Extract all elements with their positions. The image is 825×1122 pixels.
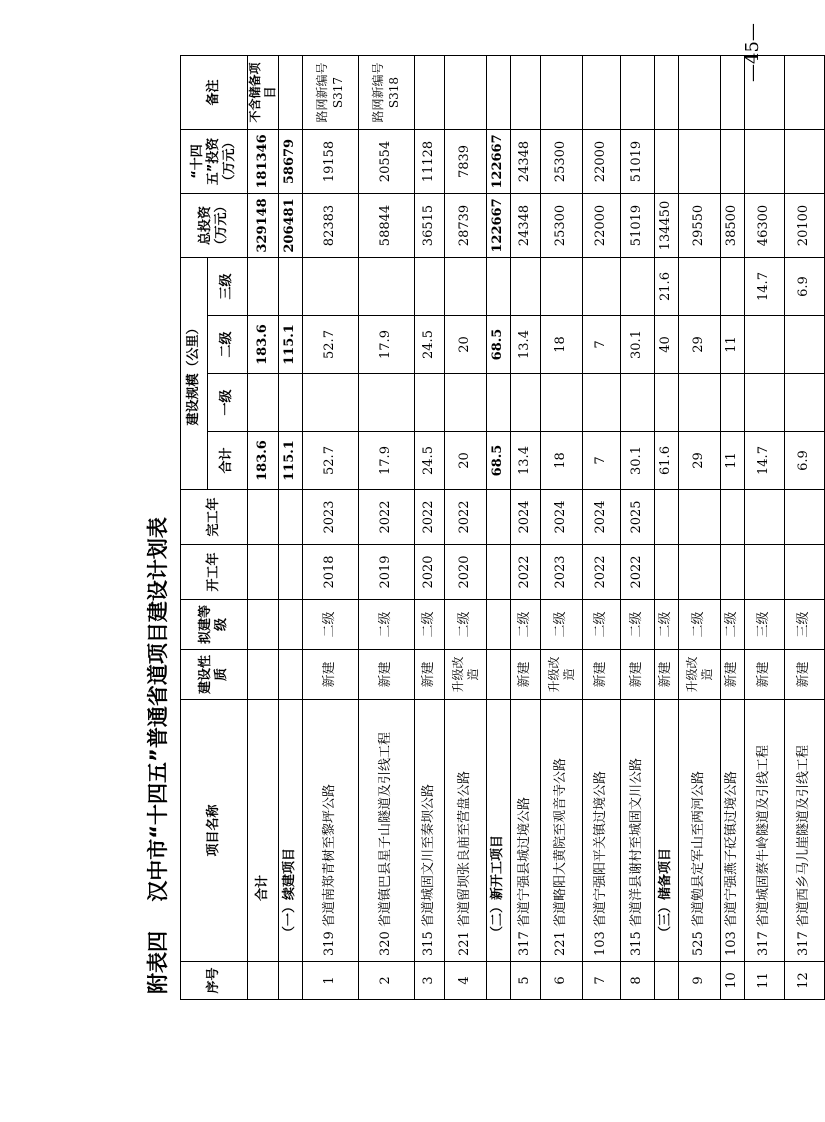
row-start: 2022 [511,545,541,600]
header-scale-g1: 一级 [208,374,248,432]
row-start: 2019 [359,545,415,600]
row-finish: 2024 [583,490,621,545]
row-seq: 8 [621,962,655,1000]
row-start [679,545,721,600]
row-start: 2020 [445,545,487,600]
row-total-km: 14.7 [745,432,785,490]
row-nature: 升级改造 [445,650,487,700]
row-invest-145 [721,130,745,194]
table-row [621,56,655,1000]
row-nature: 新建 [621,650,655,700]
row-grade: 二级 [721,600,745,650]
row-name: 103 省道宁强阳平关镇过境公路 [583,700,621,962]
summary-row [248,56,279,1000]
row-invest-total: 22000 [583,194,621,258]
row-grade: 三级 [745,600,785,650]
row-finish: 2022 [359,490,415,545]
row-total-km: 30.1 [621,432,655,490]
row-invest-145 [679,130,721,194]
summary-invest-total: 329148 [248,194,279,258]
row-invest-145: 25300 [541,130,583,194]
row-invest-145: 7839 [445,130,487,194]
row-total-km: 29 [679,432,721,490]
row-grade: 二级 [679,600,721,650]
row-seq: 6 [541,962,583,1000]
row-remark [415,56,445,130]
row-seq: 5 [511,962,541,1000]
row-nature: 升级改造 [541,650,583,700]
row-total-km: 6.9 [785,432,825,490]
table-row [415,56,445,1000]
row-total-km: 13.4 [511,432,541,490]
row-finish [785,490,825,545]
row-g1 [445,374,487,432]
row-remark: 路网新编号S317 [303,56,359,130]
table-row [511,56,541,1000]
page-title [142,64,172,994]
row-seq: 1 [303,962,359,1000]
header-invest-145: “十四五”投资（万元） [181,130,248,194]
row-invest-total: 36515 [415,194,445,258]
group-row [655,56,679,1000]
row-g3 [679,258,721,316]
group-row [487,56,511,1000]
row-invest-total: 20100 [785,194,825,258]
table-row [785,56,825,1000]
row-seq: 4 [445,962,487,1000]
row-start [721,545,745,600]
row-invest-total: 51019 [621,194,655,258]
row-total-km: 17.9 [359,432,415,490]
row-invest-145 [745,130,785,194]
row-remark [621,56,655,130]
row-finish: 2022 [415,490,445,545]
group-invest-145: 122667 [487,130,511,194]
row-g2: 18 [541,316,583,374]
row-g3 [621,258,655,316]
group-g2: 68.5 [487,316,511,374]
row-g3 [303,258,359,316]
row-invest-total: 25300 [541,194,583,258]
row-g3: 14.7 [745,258,785,316]
header-invest-total: 总投资（万元） [181,194,248,258]
row-finish: 2024 [541,490,583,545]
row-invest-145: 24348 [511,130,541,194]
group-total-km: 115.1 [279,432,303,490]
row-g2: 13.4 [511,316,541,374]
row-remark [511,56,541,130]
group-label: （二）新开工项目 [487,700,511,962]
row-g1 [745,374,785,432]
group-nature: 新建 [655,650,679,700]
row-start: 2023 [541,545,583,600]
page-number: —45— [742,23,763,82]
row-g3 [721,258,745,316]
row-remark [721,56,745,130]
row-grade: 二级 [621,600,655,650]
row-name: 319 省道南郑青树至黎坪公路 [303,700,359,962]
row-grade: 二级 [303,600,359,650]
header-start: 开工年 [181,545,248,600]
row-g2: 52.7 [303,316,359,374]
row-nature: 新建 [583,650,621,700]
row-name: 315 省道城固文川至秦坝公路 [415,700,445,962]
row-invest-145: 20554 [359,130,415,194]
row-grade: 二级 [511,600,541,650]
table-row [445,56,487,1000]
row-g1 [679,374,721,432]
header-finish: 完工年 [181,490,248,545]
table-row [679,56,721,1000]
row-remark [679,56,721,130]
row-invest-total: 38500 [721,194,745,258]
row-nature: 新建 [511,650,541,700]
row-name: 221 省道留坝张良庙至营盘公路 [445,700,487,962]
group-g2: 40 [655,316,679,374]
row-g1 [541,374,583,432]
row-seq: 7 [583,962,621,1000]
group-invest-total: 206481 [279,194,303,258]
row-g2: 24.5 [415,316,445,374]
row-grade: 三级 [785,600,825,650]
row-name: 317 省道城固蔡牛岭隧道及引线工程 [745,700,785,962]
row-remark [583,56,621,130]
summary-invest-145: 181346 [248,130,279,194]
group-label: （一）续建项目 [279,700,303,962]
row-nature: 新建 [303,650,359,700]
row-total-km: 7 [583,432,621,490]
row-remark [785,56,825,130]
row-invest-total: 82383 [303,194,359,258]
title-main: 汉中市“十四五”普通省道项目建设计划表 [146,517,170,902]
row-nature: 新建 [359,650,415,700]
row-finish: 2024 [511,490,541,545]
table-row [745,56,785,1000]
row-invest-total: 46300 [745,194,785,258]
row-name: 315 省道洋县谢村至城固文川公路 [621,700,655,962]
row-grade: 二级 [583,600,621,650]
row-g3 [445,258,487,316]
row-invest-145 [785,130,825,194]
row-finish: 2023 [303,490,359,545]
row-g2: 7 [583,316,621,374]
table-row [721,56,745,1000]
row-grade: 二级 [541,600,583,650]
row-g1 [303,374,359,432]
header-remark: 备注 [181,56,248,130]
header-name: 项目名称 [181,700,248,962]
group-g2: 115.1 [279,316,303,374]
summary-total-km: 183.6 [248,432,279,490]
row-remark [445,56,487,130]
row-grade: 二级 [445,600,487,650]
group-invest-total: 122667 [487,194,511,258]
row-invest-145: 19158 [303,130,359,194]
row-g1 [785,374,825,432]
row-grade: 二级 [359,600,415,650]
row-g1 [359,374,415,432]
table-row [303,56,359,1000]
summary-remark: 不含储备项目 [248,56,279,130]
project-table [180,55,825,1000]
title-prefix: 附表四 [146,931,170,994]
row-finish [721,490,745,545]
row-invest-total: 29550 [679,194,721,258]
row-g3 [583,258,621,316]
row-g3: 6.9 [785,258,825,316]
row-g2: 30.1 [621,316,655,374]
row-name: 103 省道宁强燕子砭镇过境公路 [721,700,745,962]
row-g2: 29 [679,316,721,374]
row-invest-total: 24348 [511,194,541,258]
row-finish [745,490,785,545]
row-g3 [541,258,583,316]
row-total-km: 18 [541,432,583,490]
row-seq: 2 [359,962,415,1000]
header-scale: 建设规模（公里） [181,258,208,490]
row-invest-total: 28739 [445,194,487,258]
row-g3 [359,258,415,316]
table-row [359,56,415,1000]
row-g1 [721,374,745,432]
row-start: 2020 [415,545,445,600]
row-name: 525 省道勉县定军山至两河公路 [679,700,721,962]
group-invest-145: 58679 [279,130,303,194]
row-g2: 11 [721,316,745,374]
row-g2 [745,316,785,374]
row-invest-145: 22000 [583,130,621,194]
header-scale-total: 合计 [208,432,248,490]
row-start [745,545,785,600]
row-nature: 新建 [785,650,825,700]
row-g1 [583,374,621,432]
row-g1 [415,374,445,432]
row-g2 [785,316,825,374]
row-invest-145: 11128 [415,130,445,194]
row-total-km: 24.5 [415,432,445,490]
row-g3 [415,258,445,316]
row-total-km: 11 [721,432,745,490]
group-g3: 21.6 [655,258,679,316]
row-remark [541,56,583,130]
row-finish [679,490,721,545]
row-start: 2022 [621,545,655,600]
row-invest-145: 51019 [621,130,655,194]
row-start: 2022 [583,545,621,600]
row-seq: 3 [415,962,445,1000]
row-grade: 二级 [415,600,445,650]
row-finish: 2022 [445,490,487,545]
row-invest-total: 58844 [359,194,415,258]
row-nature: 新建 [745,650,785,700]
header-nature: 建设性质 [181,650,248,700]
group-invest-145 [655,130,679,194]
row-g2: 20 [445,316,487,374]
group-invest-total: 134450 [655,194,679,258]
summary-label: 合计 [248,700,279,962]
header-scale-g3: 三级 [208,258,248,316]
group-total-km: 61.6 [655,432,679,490]
table-row [583,56,621,1000]
row-seq: 11 [745,962,785,1000]
row-seq: 10 [721,962,745,1000]
row-nature: 升级改造 [679,650,721,700]
summary-g2: 183.6 [248,316,279,374]
row-total-km: 20 [445,432,487,490]
row-name: 317 省道西乡马儿崖隧道及引线工程 [785,700,825,962]
row-nature: 新建 [721,650,745,700]
row-g3 [511,258,541,316]
row-start: 2018 [303,545,359,600]
header-grade: 拟建等级 [181,600,248,650]
header-seq: 序号 [181,962,248,1000]
row-seq: 9 [679,962,721,1000]
row-g2: 17.9 [359,316,415,374]
table-row [541,56,583,1000]
row-name: 221 省道略阳大黄院至观音寺公路 [541,700,583,962]
group-total-km: 68.5 [487,432,511,490]
group-label: （三）储备项目 [655,700,679,962]
row-g1 [511,374,541,432]
row-name: 317 省道宁强县城过境公路 [511,700,541,962]
row-total-km: 52.7 [303,432,359,490]
row-finish: 2025 [621,490,655,545]
header-scale-g2: 二级 [208,316,248,374]
row-start [785,545,825,600]
group-row [279,56,303,1000]
row-g1 [621,374,655,432]
row-name: 320 省道镇巴县星子山隧道及引线工程 [359,700,415,962]
row-remark: 路网新编号S318 [359,56,415,130]
group-grade: 二级 [655,600,679,650]
row-seq: 12 [785,962,825,1000]
row-nature: 新建 [415,650,445,700]
